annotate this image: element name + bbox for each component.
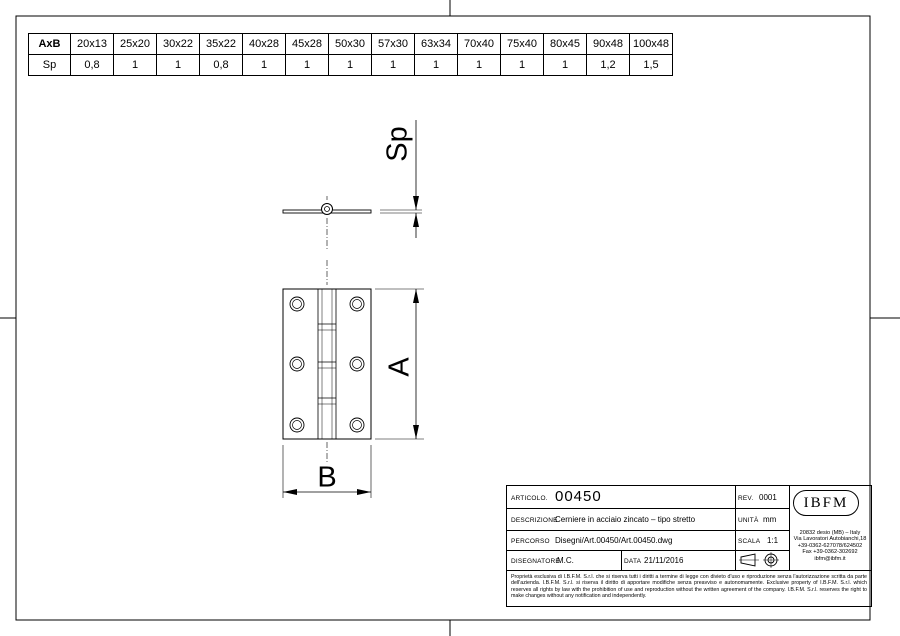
disegnatore-label: DISEGNATORE: [511, 558, 560, 565]
table-row: [29, 55, 673, 76]
table-cell: AxB: [29, 34, 71, 55]
table-cell: 1: [329, 55, 372, 76]
table-cell: 1: [157, 55, 200, 76]
unita-label: UNITÀ: [738, 517, 759, 524]
projection-symbol-icon: [739, 552, 785, 568]
email-line: ibfm@ibfm.it: [814, 555, 846, 562]
size-thickness-table: [28, 33, 673, 76]
table-cell: 63x34: [415, 34, 458, 55]
table-cell: 1: [415, 55, 458, 76]
height-label: A: [383, 357, 416, 377]
table-cell: 1: [372, 55, 415, 76]
scala-value: 1:1: [767, 536, 779, 545]
legal-notice: Proprietà esclusiva di I.B.F.M. S.r.l. che si riserva tutti i diritti a termine di legge con divieto d'uso e riproduzione senza l'autorizzazione scritta da parte dell'azienda. I.B.F.M. S.r.l. si riserva il diritto di apportare modifiche senza preavviso e autonomamente. Exclusive property of I.B.F.M. S.r.l. which reserves all rights by law with the prohibition of use and reproduction without the written agreement of the company. I.B.F.M. S.r.l. reserves the right to make changes without any notification and independently.: [511, 574, 867, 599]
divider: [621, 550, 622, 570]
address-line: 20832 desio (MB) – Italy: [799, 530, 861, 536]
table-cell: 100x48: [630, 34, 673, 55]
table-cell: 1: [458, 55, 501, 76]
company-logo: IBFM: [793, 490, 859, 516]
table-cell: 1: [544, 55, 587, 76]
table-cell: Sp: [29, 55, 71, 76]
address-line: Via Lavoratori Autobianchi,18: [793, 536, 867, 543]
articolo-label: ARTICOLO.: [511, 495, 548, 502]
data-value: 21/11/2016: [644, 556, 684, 565]
company-address: [790, 530, 870, 562]
table-cell: 45x28: [286, 34, 329, 55]
table-cell: 20x13: [71, 34, 114, 55]
descrizione-value: Cerniere in acciaio zincato – tipo stretto: [555, 515, 696, 524]
table-cell: 25x20: [114, 34, 157, 55]
table-cell: 70x40: [458, 34, 501, 55]
table-cell: 80x45: [544, 34, 587, 55]
fax-line: Fax +39-0362-302692: [802, 549, 858, 556]
divider: [507, 570, 871, 571]
hinge-side-view: [283, 196, 371, 250]
rev-value: 0001: [759, 493, 777, 502]
hinge-front-view: [283, 260, 371, 462]
data-label: DATA: [624, 558, 642, 565]
divider: [507, 530, 789, 531]
width-label: B: [317, 461, 337, 494]
table-cell: 57x30: [372, 34, 415, 55]
table-cell: 75x40: [501, 34, 544, 55]
percorso-value: Disegni/Art.00450/Art.00450.dwg: [555, 536, 673, 545]
unita-value: mm: [763, 515, 777, 524]
percorso-label: PERCORSO: [511, 538, 550, 545]
table-cell: 1: [501, 55, 544, 76]
divider: [507, 508, 789, 509]
table-row: [29, 34, 673, 55]
table-cell: 30x22: [157, 34, 200, 55]
divider: [735, 486, 736, 570]
table-cell: 1: [243, 55, 286, 76]
disegnatore-value: M.C.: [557, 556, 574, 565]
table-cell: 1,5: [630, 55, 673, 76]
table-cell: 1: [114, 55, 157, 76]
phone-line: +39-0362-627078/624502: [797, 542, 863, 549]
table-cell: 90x48: [587, 34, 630, 55]
rev-label: REV.: [738, 495, 754, 502]
scala-label: SCALA: [738, 538, 761, 545]
descrizione-label: DESCRIZIONE: [511, 517, 558, 524]
title-block: [506, 485, 872, 607]
table-cell: 50x30: [329, 34, 372, 55]
table-cell: 0,8: [200, 55, 243, 76]
table-cell: 35x22: [200, 34, 243, 55]
table-cell: 1,2: [587, 55, 630, 76]
divider: [507, 550, 789, 551]
table-cell: 0,8: [71, 55, 114, 76]
table-cell: 1: [286, 55, 329, 76]
articolo-value: 00450: [555, 488, 602, 505]
thickness-label: Sp: [381, 126, 414, 162]
table-cell: 40x28: [243, 34, 286, 55]
